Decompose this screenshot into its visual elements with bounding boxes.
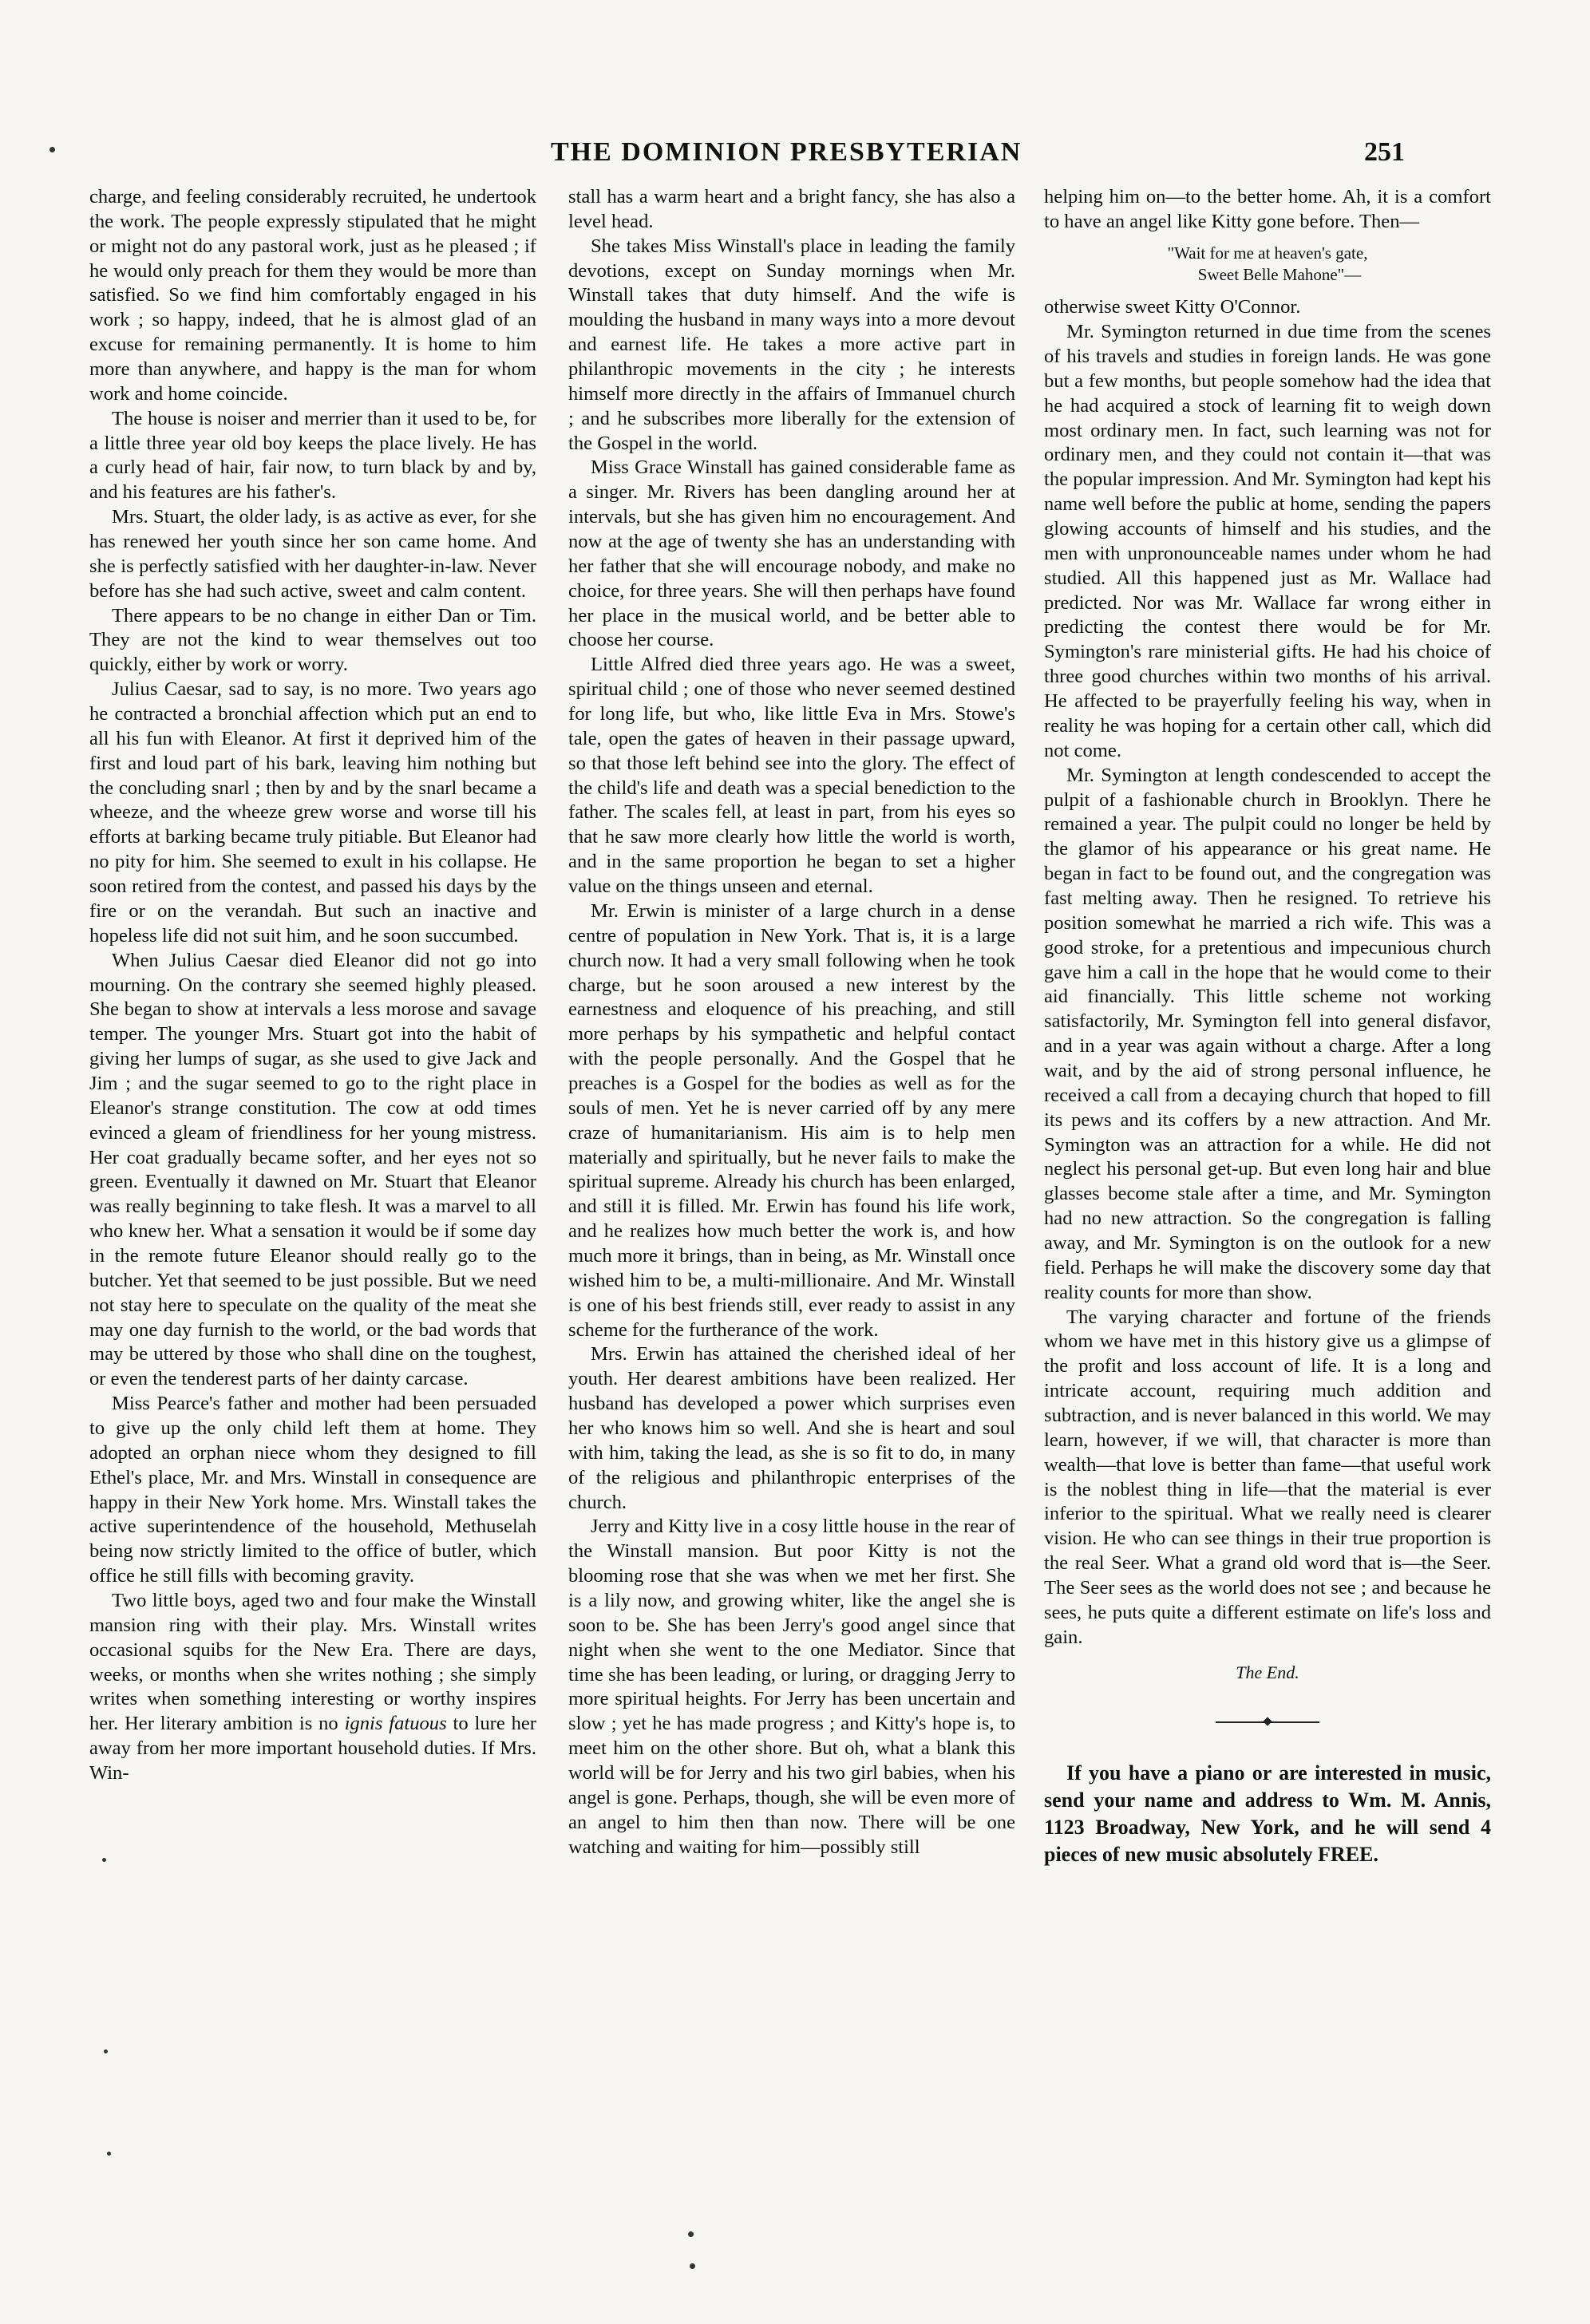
paragraph: The varying character and fortune of the friends whom we have met in this history give us a glimpse of the profit and loss account of life. It is a long and intricate account, requiring much addition and subtraction, and is never balanced in this world. We may learn, however, if we will, that character is more than wealth—that love is better than fame—that useful work is the noblest thing in life—that the material is ever inferior to the spiritual. What we really need is clearer vision. He who can see things in their true proportion is the real Seer. What a grand old word that is—the Seer. The Seer sees as the world does not see ; and because he sees, he puts quite a different estimate on life's loss and gain. [1044,1306,1491,1648]
paragraph: charge, and feeling considerably recruited, he undertook the work. The people expressly stipulated that he might or might not do any pastoral work, just as he pleased ; if he would only preach for them they would be more than satisfied. So we find him comfortably engaged in his work ; so happy, indeed, that he is almost glad of an excuse for remaining permanently. It is home to him more than anywhere, and happy is the man for whom work and home coincide. [89,186,536,405]
margin-speck [688,2231,694,2237]
paragraph: otherwise sweet Kitty O'Connor. [1044,296,1301,318]
page-number: 251 [1364,137,1405,167]
paragraph: Miss Grace Winstall has gained considerable fame as a singer. Mr. Rivers has been dangling around her at intervals, but she has given him no encouragement. And now at the age of twenty she has an understanding with her father that she will encourage nobody, and make no choice, for three years. She will then perhaps have found her place in the musical world, and be better able to choose her course. [568,457,1015,651]
margin-speck [690,2263,695,2269]
the-end-mark: The End. [1236,1662,1299,1682]
margin-speck [104,2049,108,2053]
paragraph: helping him on—to the better home. Ah, it is a comfort to have an angel like Kitty gone before. Then— [1044,186,1491,232]
column-1 [89,185,536,1786]
paragraph: Mrs. Stuart, the older lady, is as active as ever, for she has renewed her youth since her son came home. And she is perfectly satisfied with her daughter-in-law. Never before has she had such active, sweet and calm content. [89,506,536,602]
running-head: THE DOMINION PRESBYTERIAN [551,137,1022,167]
column-2 [568,185,1015,1860]
paragraph: Mrs. Erwin has attained the cherished ideal of her youth. Her dearest ambitions have been realized. Her husband has developed a power which surprises even her who knows him so well. And she is heart and soul with him, taking the lead, as she is so fit to do, in many of the religious and philanthropic enterprises of the church. [568,1343,1015,1513]
paragraph: Mr. Symington at length condescended to accept the pulpit of a fashionable church in Brooklyn. There he remained a year. The pulpit could no longer be held by the glamor of his appearance or his great name. He began in fact to be found out, and the congregation was fast melting away. Then he resigned. To retrieve his position somewhat he married a rich wife. This was a good stroke, for a pretentious and impecunious church gave him a call in the hope that he would come to their aid financially. This little scheme not working satisfactorily, Mr. Symington fell into general disfavor, and in a year was again without a charge. After a long wait, and by the aid of strong personal influence, he received a call from a decaying church that hoped to fill its pews and its coffers by a new attraction. And Mr. Symington was an attraction for a while. He did not neglect his personal get-up. But even long hair and blue glasses become stale after a time, and Mr. Symington had no new attraction. So the congregation is falling away, and Mr. Symington is on the outlook for a new field. Perhaps he will make the discovery some day that reality counts for more than show. [1044,764,1491,1303]
verse-line: Sweet Belle Mahone"— [1197,265,1362,285]
advertisement [1044,1760,1491,1868]
paragraph: stall has a warm heart and a bright fancy, she has also a level head. [568,186,1015,232]
ornamental-divider [1216,1721,1319,1723]
paragraph: She takes Miss Winstall's place in leading the family devotions, except on Sunday mornings when Mr. Winstall takes that duty himself. And the wife is moulding the husband in many ways into a more devout and earnest life. He takes a more active part in philanthropic movements in the city ; he interests himself more directly in the affairs of Immanuel church ; and he subscribes more liberally for the extension of the Gospel in the world. [568,235,1015,454]
paragraph [89,1589,536,1786]
text-run: to lure her away from her more important household duties. If Mrs. Win- [89,1713,536,1784]
column-3 [1044,185,1491,1868]
paragraph: When Julius Caesar died Eleanor did not go into mourning. On the contrary she seemed highly pleased. She began to show at intervals a less morose and savage temper. The younger Mrs. Stuart got into the habit of giving her lumps of sugar, as she used to give Jack and Jim ; and the sugar seemed to go to the right place in Eleanor's strange constitution. The cow at odd times evinced a gleam of friendliness for her young mistress. Her coat gradually became softer, and her eyes not so green. Eventually it dawned on Mr. Stuart that Eleanor was really beginning to take flesh. It was a marvel to all who knew her. What a sensation it would be if some day in the remote future Eleanor should really go to the butcher. Yet that seemed to be just possible. But we need not stay here to speculate on the quality of the meat she may one day furnish to the world, or the bad words that may be uttered by those who shall dine on the toughest, or even the tenderest parts of her dainty carcase. [89,949,536,1390]
advertisement-text: If you have a piano or are interested in music, send your name and address to Wm. M. Annis, 1123 Broadway, New York, and he will send 4 pieces of new music absolutely FREE. [1044,1761,1491,1866]
page-header [551,137,1405,176]
margin-speck [107,2152,111,2156]
margin-speck [102,1858,106,1862]
paragraph: Little Alfred died three years ago. He was a sweet, spiritual child ; one of those who never seemed destined for long life, but who, like little Eva in Mrs. Stowe's tale, open the gates of heaven in their passage upward, so that those left behind see into the glory. The effect of the child's life and death was a special benediction to the father. The scales fell, at least in part, from his eyes so that he saw more clearly how little the world is worth, and in the same proportion he began to set a higher value on the things unseen and eternal. [568,654,1015,898]
paragraph: Julius Caesar, sad to say, is no more. Two years ago he contracted a bronchial affection which put an end to all his fun with Eleanor. At first it deprived him of the first and loud part of his bark, leaving him nothing but the concluding snarl ; then by and by the snarl became a wheeze, and the wheeze grew worse and worse till his efforts at barking became truly pitiable. But Eleanor had no pity for him. She seemed to exult in his collapse. He soon retired from the contest, and passed his days by the fire or on the verandah. But such an inactive and hopeless life did not suit him, and he soon succumbed. [89,678,536,947]
paragraph: Jerry and Kitty live in a cosy little house in the rear of the Winstall mansion. But poor Kitty is not the blooming rose that she was when we met her first. She is a lily now, and growing whiter, like the angel she is soon to be. She has been Jerry's good angel since that night when she went to the one Mediator. Since that time she has been leading, or luring, or dragging Jerry to more spiritual heights. For Jerry has been uncertain and slow ; yet he has made progress ; and Kitty's hope is, to meet him on the other shore. But oh, what a blank this world will be for Jerry and his two girl babies, when his angel is gone. Perhaps, though, she will be even more of an angel to him then than now. There will be one watching and waiting for him—possibly still [568,1516,1015,1858]
paragraph: The house is noiser and merrier than it used to be, for a little three year old boy keeps the place lively. He has a curly head of hair, fair now, to turn black by and by, and his features are his father's. [89,407,536,504]
margin-speck [49,147,55,152]
verse-line: "Wait for me at heaven's gate, [1167,243,1368,263]
paragraph: There appears to be no change in either Dan or Tim. They are not the kind to wear themselves out too quickly, either by work or worry. [89,604,536,676]
verse-quote [1044,243,1491,287]
italic-phrase: ignis fatuous [344,1713,447,1735]
text-run: Two little boys, aged two and four make the Winstall mansion ring with their play. Mrs. Winstall writes occasional squibs for the New Era. There are days, weeks, or months when she writes nothing ; she simply writes when something interesting or worthy inspires her. Her literary ambition is no [89,1589,536,1735]
paragraph: Mr. Erwin is minister of a large church in a dense centre of population in New York. That is, it is a large church now. It had a very small following when he took charge, but he soon aroused a new interest by the earnestness and eloquence of his preaching, and still more perhaps by his sympathetic and helpful contact with the people personally. And the Gospel that he preaches is a Gospel for the bodies as well as for the souls of men. Yet he is never carried off by any mere craze of humanitarianism. His aim is to help men materially and spiritually, but he never fails to make the spiritual supreme. Already his church has been enlarged, and still it is filled. Mr. Erwin has found his life work, and he realizes how much better the work is, and how much more it brings, than in being, as Mr. Winstall once wished him to be, a multi-millionaire. And Mr. Winstall is one of his best friends still, ever ready to assist in any scheme for the furtherance of the work. [568,899,1015,1341]
paragraph: Miss Pearce's father and mother had been persuaded to give up the only child left them at home. They adopted an orphan niece whom they designed to fill Ethel's place, Mr. and Mrs. Winstall in consequence are happy in their New York home. Mrs. Winstall takes the active superintendence of the household, Methuselah being now strictly limited to the office of butler, which office he still fills with becoming gravity. [89,1393,536,1587]
paragraph: Mr. Symington returned in due time from the scenes of his travels and studies in foreign lands. He was gone but a few months, but people somehow had the idea that he had acquired a stock of learning fit to weigh down most ordinary men. In fact, such learning was not for ordinary men, and they could not contain it—that was the popular impression. And Mr. Symington had kept his name well before the public at home, sending the papers glowing accounts of himself and his studies, and the men with unpronounceable names under whom he had studied. All this happened just as Mr. Wallace had predicted. Nor was Mr. Wallace far wrong either in predicting the contest there would be for Mr. Symington's rare ministerial gifts. He had his choice of three good churches within two months of his arrival. He affected to be prayerfully feeling his way, when in reality he was hoping for a certain other call, which did not come. [1044,321,1491,761]
